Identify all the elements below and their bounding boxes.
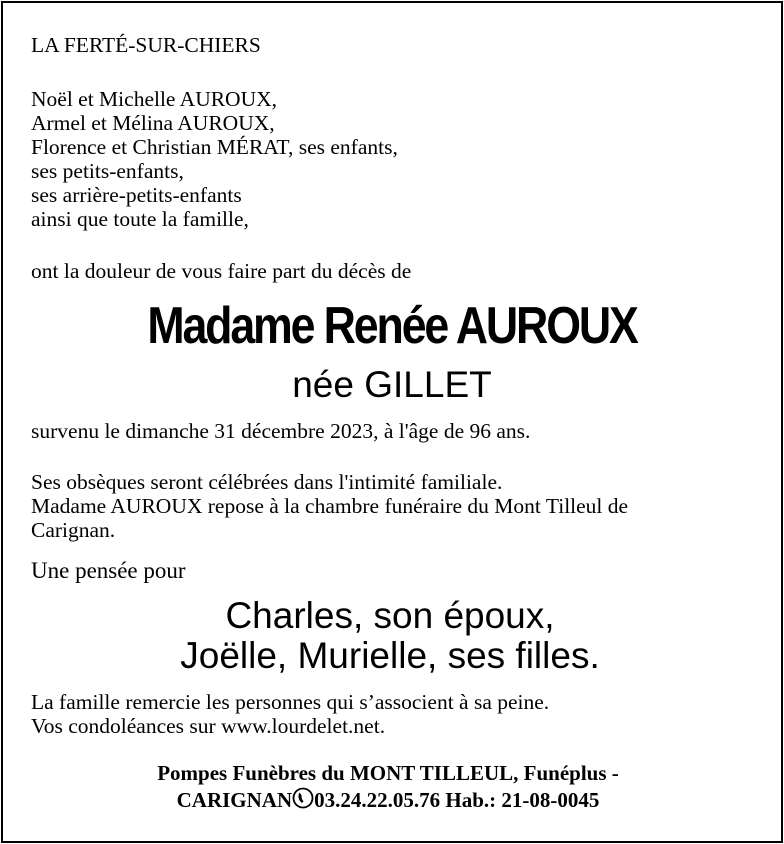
funeral-line: Madame AUROUX repose à la chambre funéraire du Mont Tilleul de <box>31 494 629 518</box>
thanks-line: Vos condoléances sur www.lourdelet.net. <box>31 714 386 738</box>
family-line: Noël et Michelle AUROUX, <box>31 87 278 111</box>
death-info: survenu le dimanche 31 décembre 2023, à l'âge de 96 ans. <box>31 419 531 443</box>
family-line: ses arrière-petits-enfants <box>31 183 242 207</box>
funeral-line: Ses obsèques seront célébrées dans l'intimité familiale. <box>31 470 503 494</box>
family-line: ainsi que toute la famille, <box>31 207 249 231</box>
maiden-name: née GILLET <box>292 364 492 405</box>
family-line: ses petits-enfants, <box>31 159 184 183</box>
city: CARIGNAN <box>176 788 293 812</box>
phone-number: 03.24.22.05.76 <box>314 788 441 812</box>
thought-intro: Une pensée pour <box>31 558 186 583</box>
announcement: ont la douleur de vous faire part du décès de <box>31 259 412 283</box>
habilitation: Hab.: 21-08-0045 <box>445 788 600 812</box>
thought-line: Charles, son époux, <box>225 595 555 636</box>
family-line: Florence et Christian MÉRAT, ses enfants, <box>31 135 398 159</box>
phone-icon <box>292 787 314 815</box>
funeral-line: Carignan. <box>31 518 116 542</box>
thanks-line: La famille remercie les personnes qui s’associent à sa peine. <box>31 690 550 714</box>
deceased-name: Madame Renée AUROUX <box>147 297 637 355</box>
family-line: Armel et Mélina AUROUX, <box>31 111 275 135</box>
thought-line: Joëlle, Murielle, ses filles. <box>180 635 600 676</box>
location: LA FERTÉ-SUR-CHIERS <box>31 33 261 57</box>
funeral-home-contact <box>0 787 780 815</box>
funeral-home: Pompes Funèbres du MONT TILLEUL, Funéplus - <box>157 761 619 785</box>
